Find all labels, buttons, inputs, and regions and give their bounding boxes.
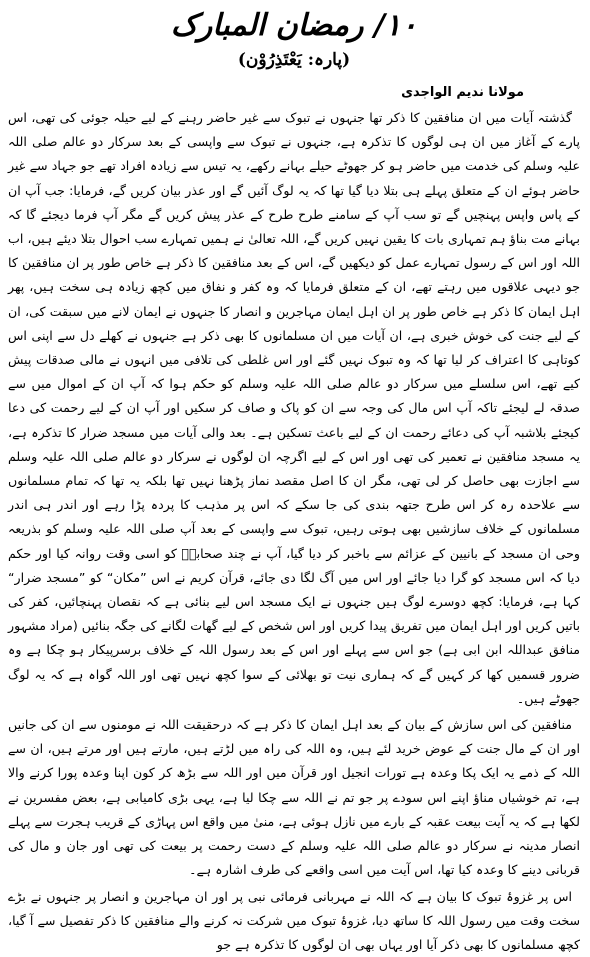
page-subtitle: (پارہ: یَعْتَذِرُوْن)	[8, 46, 580, 74]
author-name: مولانا ندیم الواجدی	[8, 82, 524, 104]
paragraph-2: منافقین کی اس سازش کے بیان کے بعد اہل ایمان کا ذکر ہے کہ درحقیقت اللہ نے مومنوں سے ان کی جانیں اور ان کے مال جنت کے عوض خرید لئے ہیں، وہ اللہ کی راہ میں لڑتے ہیں، مارتے ہیں اور مرتے ہیں، ان سے اللہ کے ذمے یہ ایک پکا وعدہ ہے تورات انجیل اور قرآن میں اور اللہ سے بڑھ کر کون اپنا وعدہ پورا کرنے والا ہے، تم خوشیاں مناؤ اپنے اس سودے پر جو تم نے اللہ سے چکا لیا ہے، یہی بڑی کامیابی ہے، بعض مفسرین نے لکھا ہے کہ یہ آیت بیعت عقبہ کے بارے میں نازل ہوئی ہے، منیٰ میں واقع اس پہاڑی کے قریب ہجرت سے پہلے انصار مدینہ نے سرکار دو عالم صلی اللہ علیہ وسلم کے دست رحمت پر بیعت کی تھی اور جان و مال کی قربانی دینے کا وعدہ کیا تھا، اس آیت میں اسی واقعے کی طرف اشارہ ہے۔	[8, 713, 580, 882]
paragraph-3: اس پر غزوۂ تبوک کا بیان ہے کہ اللہ نے مہربانی فرمائی نبی پر اور ان مہاجرین و انصار پر جنہوں نے بڑے سخت وقت میں رسول اللہ کا ساتھ دیا، غزوۂ تبوک میں شرکت نہ کرنے والے منافقین کا ذکر تفصیل سے آ گیا، کچھ مسلمانوں کا بھی ذکر آیا اور یہاں بھی ان لوگوں کا تذکرہ ہے جو	[8, 885, 580, 957]
paragraph-1: گذشتہ آیات میں ان منافقین کا ذکر تھا جنہوں نے تبوک سے غیر حاضر رہنے کے لیے حیلہ جوئی کی تھی، اس پارے کے آغاز میں ان ہی لوگوں کا تذکرہ ہے، جنہوں نے تبوک سے واپسی کے بعد سرکار دو عالم صلی اللہ علیہ وسلم کی خدمت میں حاضر ہو کر جھوٹے حیلے بہانے رکھے، یہ تیس سے زیادہ افراد تھے جو جہاد سے غیر حاضر ہوئے ان کے متعلق پہلے ہی بتلا دیا گیا تھا کہ یہ لوگ آئیں گے اور عذر بیان کریں گے، فرمایا: جب آپ ان کے پاس واپس پہنچیں گے تو سب آپ کے سامنے طرح طرح کے عذر پیش کریں گے مگر آپ فرما دیجئے گا کہ بہانے مت بناؤ ہم تمہاری بات کا یقین نہیں کریں گے، اللہ تعالیٰ نے ہمیں تمہارے سب احوال بتلا دیئے ہیں، اب اللہ اور اس کے رسول تمہارے عمل کو دیکھیں گے، اس کے بعد منافقین کا ذکر ہے خاص طور پر ان منافقین کا جو دیہی علاقوں میں رہتے تھے، ان کے متعلق فرمایا کہ وہ کفر و نفاق میں کچھ زیادہ ہی سخت ہیں، پھر اہل ایمان کا ذکر ہے خاص طور پر ان اہل ایمان مہاجرین و انصار کا جنہوں نے ایمان لانے میں سبقت کی، ان کے لیے جنت کی خوش خبری ہے، ان آیات میں ان مسلمانوں کا بھی ذکر ہے جنہوں نے کھلے دل سے اپنی اس کوتاہی کا اعتراف کر لیا تھا کہ وہ تبوک نہیں گئے اور اس غلطی کی تلافی میں انہوں نے مالی صدقات پیش کیے تھے، اس سلسلے میں سرکار دو عالم صلی اللہ علیہ وسلم کو حکم ہوا کہ آپ ان کے اموال میں سے صدقہ لے لیجئے تاکہ آپ اس مال کی وجہ سے ان کو پاک و صاف کر سکیں اور آپ ان کے لیے رحمت کی دعا کیجئے بلاشبہ آپ کی دعائے رحمت ان کے لیے باعث تسکین ہے۔ بعد والی آیات میں مسجد ضرار کا تذکرہ ہے، یہ مسجد منافقین نے تعمیر کی تھی اور اس کے لیے اگرچہ ان لوگوں نے سرکار دو عالم صلی اللہ علیہ وسلم سے اجازت بھی حاصل کر لی تھی، مگر ان کا اصل مقصد نماز پڑھنا نہیں تھا بلکہ یہ تھا کہ تمام مسلمانوں سے علاحدہ رہ کر اس طرح جتھہ بندی کی جا سکے کہ اس پر مذہب کا پردہ پڑا رہے اور اندر ہی اندر مسلمانوں کے خلاف سازشیں بھی ہوتی رہیں، تبوک سے واپسی کے بعد آپ صلی اللہ علیہ وسلم کو بذریعہ وحی ان مسجد کے بانیین کے عزائم سے باخبر کر دیا گیا، آپ نے چند صحابہؓ کو اسی وقت روانہ کیا اور حکم دیا کہ اس مسجد کو گرا دیا جائے اور اس میں آگ لگا دی جائے، قرآن کریم نے اس ”مکان“ کو ”مسجد ضرار“ کہا ہے، فرمایا: کچھ دوسرے لوگ ہیں جنہوں نے ایک مسجد اس لیے بنائی ہے کہ نقصان پہنچائیں، کفر کی باتیں کریں اور اہل ایمان میں تفریق پیدا کریں اور اس شخص کے لیے گھات لگانے کی جگہ بنائیں (مراد مشہور منافق عبداللہ ابن ابی ہے) جو اس سے پہلے اور اس کے بعد رسول اللہ کے خلاف برسرپیکار ہو چکا ہے وہ ضرور قسمیں کھا کر کہیں گے کہ ہماری نیت تو بھلائی کے سوا کچھ نہیں تھی اور اللہ گواہ ہے کہ یہ لوگ جھوٹے ہیں۔	[8, 106, 580, 711]
page-title: ۱۰/ رمضان المبارک	[8, 6, 580, 46]
